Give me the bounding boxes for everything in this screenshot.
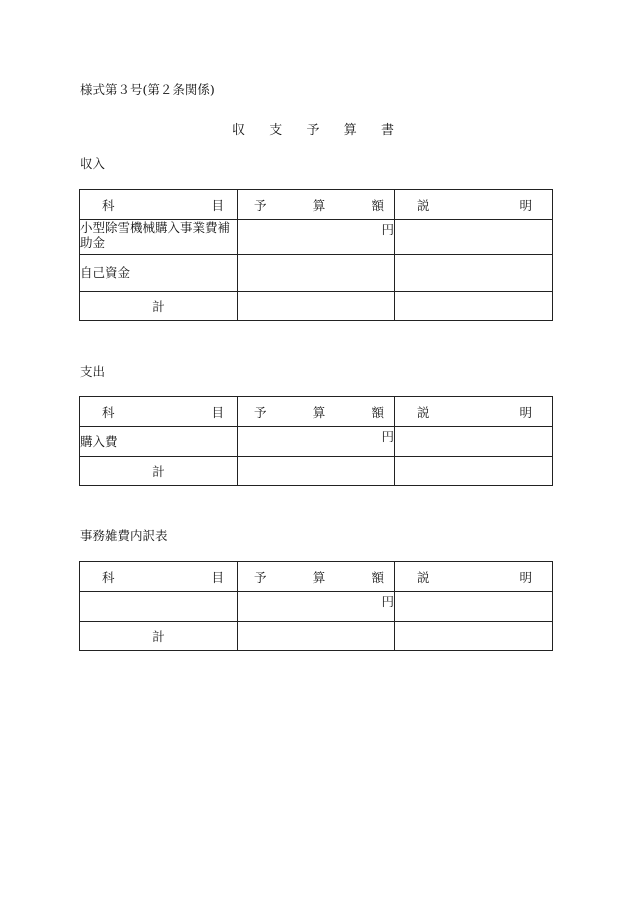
table-row [80,220,553,255]
title-char: 支 [269,123,283,138]
expense-heading: 支出 [80,364,106,379]
header-subject: 科 目 [80,190,238,220]
table-header-row [80,562,553,592]
total-row [80,622,553,651]
title-char: 書 [380,123,394,138]
misc-table [79,561,553,651]
budget-cell: 円 [238,220,395,255]
title-char: 予 [306,123,320,138]
item-cell: 自己資金 [80,255,238,292]
header-description: 説 明 [395,397,553,427]
header-budget: 予 算 額 [238,397,395,427]
total-budget-cell [238,622,395,651]
header-description: 説 明 [395,190,553,220]
header-subject: 科 目 [80,397,238,427]
total-label: 計 [80,457,238,486]
item-cell: 小型除雪機械購入事業費補助金 [80,220,238,255]
description-cell [395,220,553,255]
item-cell [80,592,238,622]
description-cell [395,255,553,292]
header-budget: 予 算 額 [238,190,395,220]
table-row [80,255,553,292]
income-table [79,189,553,321]
title-char: 算 [343,123,357,138]
total-description-cell [395,622,553,651]
table-row [80,427,553,457]
total-budget-cell [238,457,395,486]
item-cell: 購入費 [80,427,238,457]
total-label: 計 [80,622,238,651]
income-heading: 収入 [80,156,106,171]
header-description: 説 明 [395,562,553,592]
header-subject: 科 目 [80,562,238,592]
title-char: 収 [232,123,246,138]
table-row [80,592,553,622]
description-cell [395,592,553,622]
total-label: 計 [80,292,238,321]
misc-heading: 事務雑費内訳表 [80,528,168,543]
document-title [232,119,394,138]
table-header-row [80,397,553,427]
form-number: 様式第３号(第２条関係) [80,82,215,97]
total-row [80,457,553,486]
table-header-row [80,190,553,220]
expense-table [79,396,553,486]
description-cell [395,427,553,457]
budget-cell: 円 [238,427,395,457]
total-description-cell [395,292,553,321]
header-budget: 予 算 額 [238,562,395,592]
budget-cell: 円 [238,592,395,622]
total-budget-cell [238,292,395,321]
total-row [80,292,553,321]
total-description-cell [395,457,553,486]
budget-cell [238,255,395,292]
